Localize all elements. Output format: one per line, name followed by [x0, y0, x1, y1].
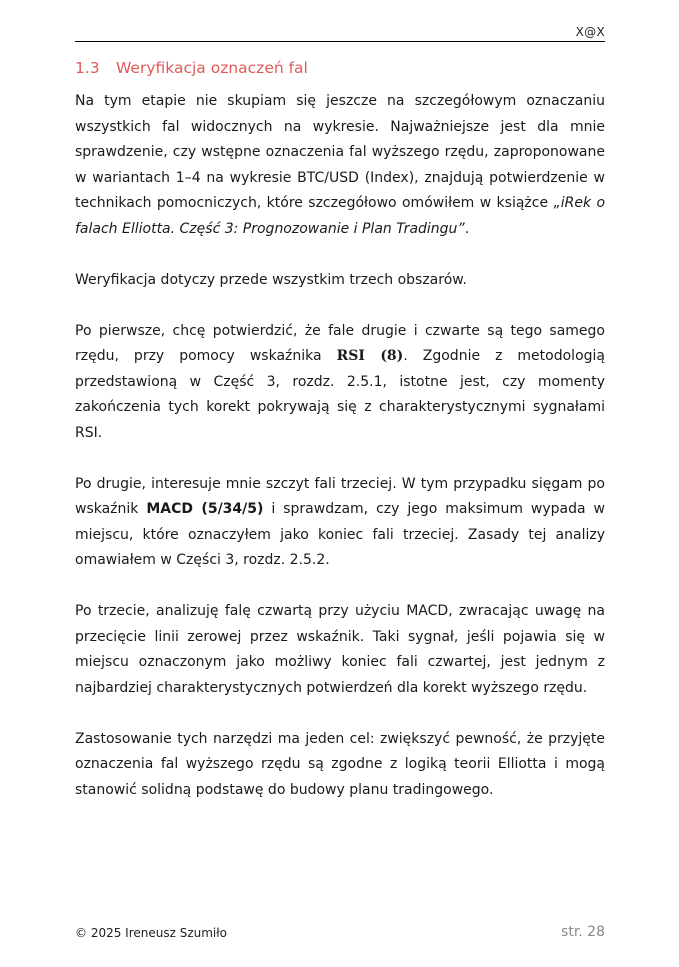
book-title: „iRek o falach Elliotta. Część 3: Prognozowanie i Plan Tradingu”	[75, 195, 606, 237]
footer-copyright: © 2025 Ireneusz Szumiło	[75, 926, 228, 940]
paragraph-text: Na tym etapie nie skupiam się jeszcze na szczegółowym oznaczaniu wszystkich fal widocznych na wykresie. Najważniejsze jest dla mnie sprawdzenie, czy wstępne oznaczenia fal wyższego rzędu, zaproponowane w wariantach 1–4 na wykresie BTC/USD (Index), znajdują potwierdzenie w technikach pomocniczych, które szczegółowo omówiłem w książce	[75, 93, 605, 211]
section-title: Weryfikacja oznaczeń fal	[116, 59, 308, 77]
paragraph-text: .	[464, 220, 470, 237]
paragraph-macd-peak	[75, 472, 605, 574]
macd-indicator-label: MACD (5/34/5)	[146, 501, 264, 517]
section-heading	[75, 59, 308, 77]
page-number: str. 28	[561, 924, 605, 940]
paragraph-intro	[75, 89, 605, 242]
paragraph-text: i sprawdzam, czy jego maksimum wypada w miejscu, które oznaczyłem jako koniec fali trzeciej. Zasady tej analizy omawiałem w Części 3, rozdz. 2.5.2.	[75, 501, 605, 568]
body-content	[75, 89, 605, 829]
section-number: 1.3	[75, 59, 100, 77]
page-header	[75, 24, 605, 42]
paragraph-conclusion: Zastosowanie tych narzędzi ma jeden cel: zwiększyć pewność, że przyjęte oznaczenia fal wyższego rzędu są zgodne z logiką teorii Elliotta i mogą stanowić solidną podstawę do budowy planu tradingowego.	[75, 730, 605, 798]
paragraph-macd-zero: Po trzecie, analizuję falę czwartą przy użyciu MACD, zwracając uwagę na przecięcie linii zerowej przez wskaźnik. Taki sygnał, jeśli pojawia się w miejscu oznaczonym jako możliwy koniec fali czwartej, jest jednym z najbardziej charakterystycznych potwierdzeń dla korekt wyższego rzędu.	[75, 603, 605, 696]
paragraph-rsi	[75, 319, 605, 447]
paragraph-text: Po drugie, interesuje mnie szczyt fali trzeciej. W tym przypadku sięgam po wskaźnik	[75, 475, 605, 517]
header-text: X@X	[575, 25, 605, 39]
rsi-indicator-label: RSI (8)	[336, 348, 404, 364]
paragraph-areas: Weryfikacja dotyczy przede wszystkim trzech obszarów.	[75, 271, 467, 288]
paragraph-text: Po pierwsze, chcę potwierdzić, że fale drugie i czwarte są tego samego rzędu, przy pomocy wskaźnika	[75, 322, 605, 364]
paragraph-text: . Zgodnie z metodologią przedstawioną w Część 3, rozdz. 2.5.1, istotne jest, czy momenty zakończenia tych korekt pokrywają się z charakterystycznymi sygnałami RSI.	[75, 348, 605, 441]
